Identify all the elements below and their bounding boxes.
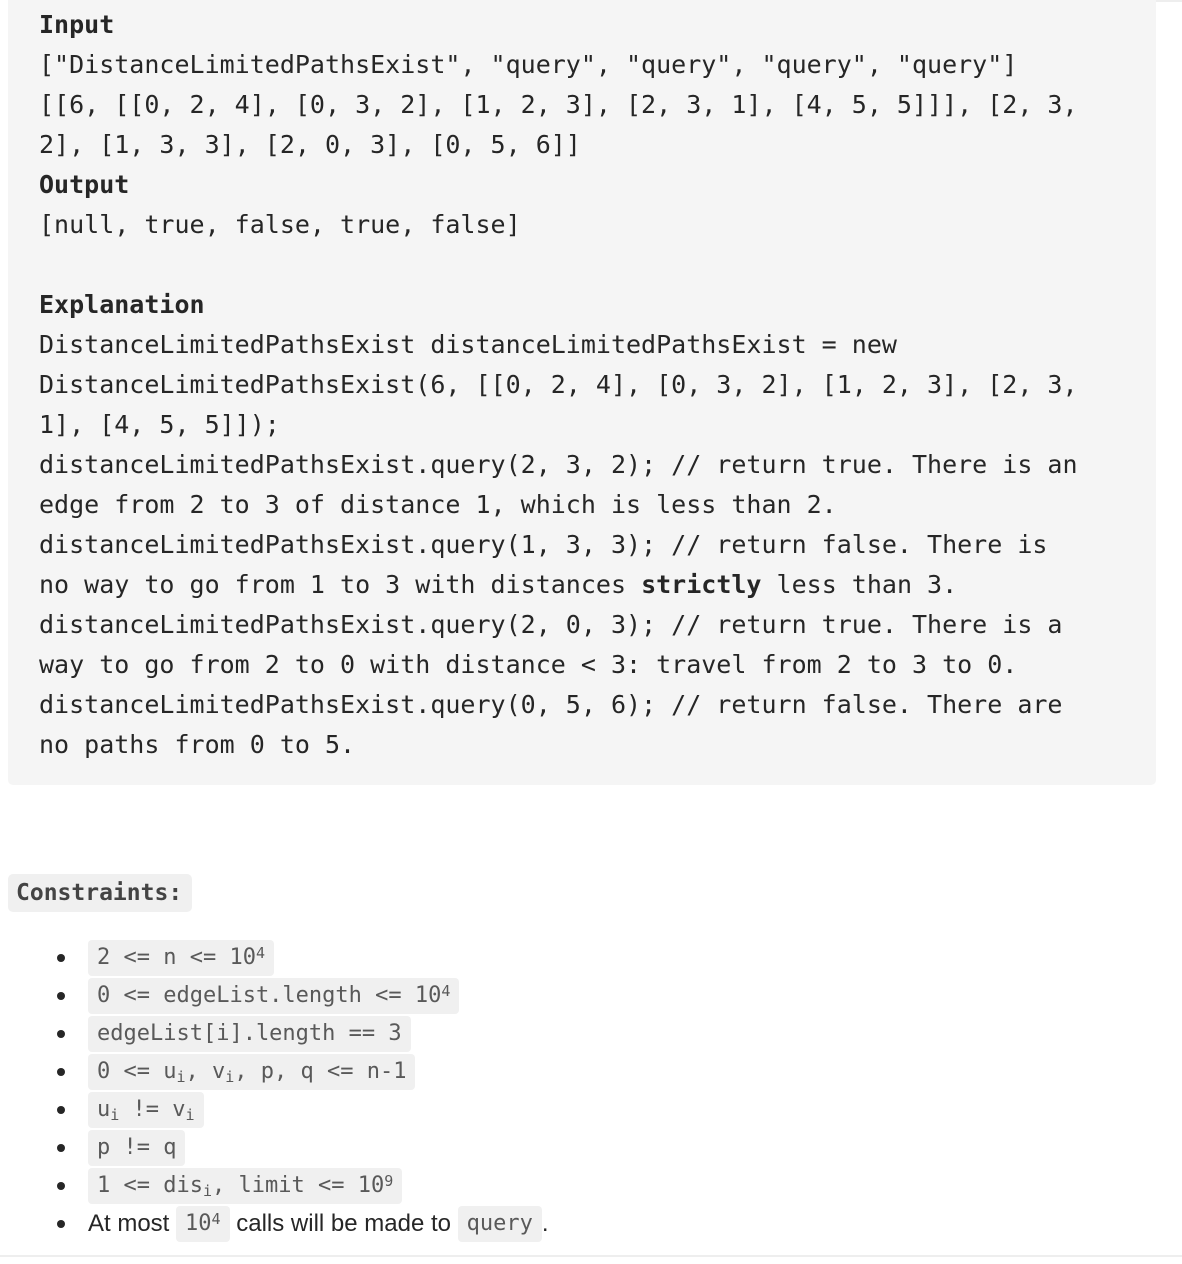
- code-text: 10: [185, 1211, 212, 1236]
- strictly-emphasis: strictly: [641, 570, 762, 599]
- constraint-item: [0, 1091, 1182, 1129]
- bullet-icon: [57, 1030, 65, 1038]
- code-text: != v: [119, 1097, 186, 1122]
- constraint-item: [0, 1053, 1182, 1091]
- constraint-code: 2 <= n <= 10 $^4$: [88, 940, 274, 976]
- input-line: ["DistanceLimitedPathsExist", "query", "query", "query", "query"]: [39, 50, 1018, 79]
- explanation-line: distanceLimitedPathsExist.query(2, 3, 2); // return true. There is an: [39, 450, 1078, 479]
- bullet-icon: [57, 1220, 65, 1228]
- bullet-icon: [57, 1068, 65, 1076]
- explanation-line: edge from 2 to 3 of distance 1, which is less than 2.: [39, 490, 837, 519]
- code-text: 2 <= n <= 10: [97, 945, 256, 970]
- constraint-code: u $_i$ != v $_i$: [88, 1092, 204, 1128]
- explanation-line: distanceLimitedPathsExist.query(2, 0, 3); // return true. There is a: [39, 610, 1063, 639]
- explanation-line: DistanceLimitedPathsExist distanceLimitedPathsExist = new: [39, 330, 897, 359]
- input-line: [[6, [[0, 2, 4], [0, 3, 2], [1, 2, 3], [2, 3, 1], [4, 5, 5]]], [2, 3,: [39, 90, 1078, 119]
- explanation-text: less than 3.: [761, 570, 958, 599]
- code-text: , limit <= 10: [212, 1173, 385, 1198]
- constraint-text: .: [541, 1210, 549, 1237]
- explanation-line: distanceLimitedPathsExist.query(0, 5, 6); // return false. There are: [39, 690, 1063, 719]
- code-text: p != q: [97, 1135, 177, 1160]
- code-text: 0 <= u: [97, 1059, 177, 1084]
- constraint-code: 1 <= dis $_i$ , limit <= 10 $^9$: [88, 1168, 402, 1204]
- code-text: 0 <= edgeList.length <= 10: [97, 983, 442, 1008]
- bullet-icon: [57, 1144, 65, 1152]
- constraint-text: At most: [88, 1210, 177, 1237]
- explanation-line: [39, 565, 1156, 605]
- input-label: Input: [39, 10, 115, 39]
- bullet-icon: [57, 992, 65, 1000]
- explanation-line: no paths from 0 to 5.: [39, 730, 356, 759]
- explanation-line: 1], [4, 5, 5]]);: [39, 410, 280, 439]
- constraint-code: [88, 1130, 185, 1166]
- explanation-label: Explanation: [39, 290, 205, 319]
- bullet-icon: [57, 1106, 65, 1114]
- constraint-item: [0, 939, 1182, 977]
- spacer: [39, 245, 1156, 285]
- constraint-item: [0, 1167, 1182, 1205]
- bullet-icon: [57, 954, 65, 962]
- constraint-item: [0, 1129, 1182, 1167]
- constraint-code: 0 <= u $_i$ , v $_i$ , p, q <= n-1: [88, 1054, 415, 1090]
- constraints-heading: Constraints:: [8, 874, 192, 912]
- explanation-line: DistanceLimitedPathsExist(6, [[0, 2, 4], [0, 3, 2], [1, 2, 3], [2, 3,: [39, 370, 1078, 399]
- bottom-divider: [0, 1255, 1182, 1257]
- code-text: , p, q <= n-1: [234, 1059, 407, 1084]
- example-code-block: [8, 0, 1156, 785]
- explanation-text: no way to go from 1 to 3 with distances: [39, 570, 642, 599]
- output-line: [null, true, false, true, false]: [39, 210, 521, 239]
- code-text: , v: [185, 1059, 226, 1084]
- code-text: 1 <= dis: [97, 1173, 203, 1198]
- constraint-text: calls will be made to: [229, 1210, 458, 1237]
- constraint-item: [0, 1205, 1182, 1243]
- constraint-code: [88, 1016, 411, 1052]
- bullet-icon: [57, 1182, 65, 1190]
- input-line: 2], [1, 3, 3], [2, 0, 3], [0, 5, 6]]: [39, 130, 581, 159]
- code-text: edgeList[i].length == 3: [97, 1021, 402, 1046]
- output-label: Output: [39, 170, 130, 199]
- constraints-list: [0, 939, 1182, 1243]
- explanation-line: way to go from 2 to 0 with distance < 3: travel from 2 to 3 to 0.: [39, 650, 1018, 679]
- constraint-item: [0, 977, 1182, 1015]
- query-code: query: [458, 1206, 542, 1242]
- explanation-line: distanceLimitedPathsExist.query(1, 3, 3); // return false. There is: [39, 530, 1048, 559]
- constraint-code: 0 <= edgeList.length <= 10 $^4$: [88, 978, 459, 1014]
- constraint-code: 10 $^4$: [176, 1206, 230, 1242]
- code-text: u: [97, 1097, 111, 1122]
- constraint-item: [0, 1015, 1182, 1053]
